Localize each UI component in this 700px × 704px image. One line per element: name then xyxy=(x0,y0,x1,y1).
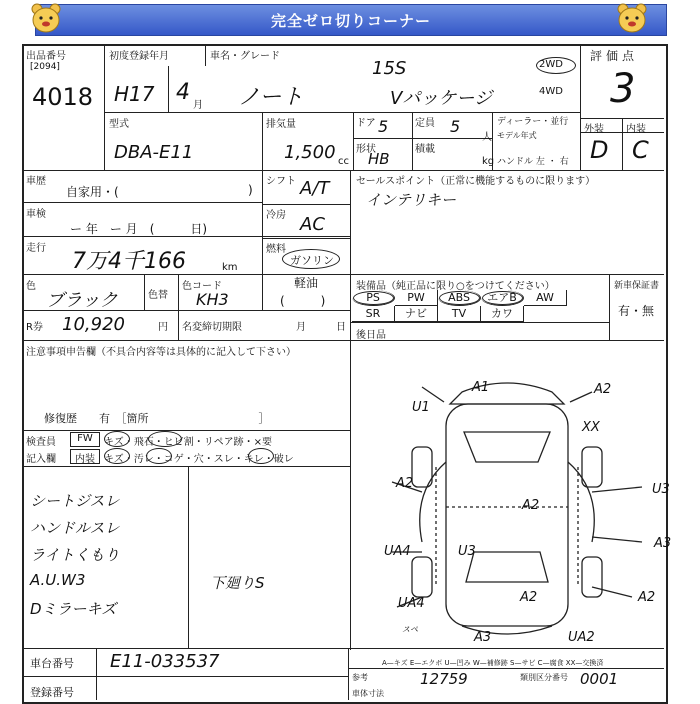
damage-mark: XX xyxy=(582,420,600,435)
warranty-label: 新車保証書 xyxy=(614,281,660,291)
repair-history: 修復歴 有 ［箇所 ］ xyxy=(44,412,270,425)
equipment-item: PS xyxy=(352,290,395,306)
damage-mark: A2 xyxy=(520,590,538,605)
color-change-label: 色替 xyxy=(148,290,168,301)
equipment-item: TV xyxy=(438,306,481,322)
shape-label: 形状 xyxy=(356,144,376,155)
remark-line: ハンドルスレ xyxy=(30,519,120,537)
color-label: 色 xyxy=(26,281,36,292)
model-label: 型式 xyxy=(109,119,129,130)
exterior-grade: D xyxy=(590,136,609,164)
damage-mark: U3 xyxy=(652,482,670,497)
color-value: ブラック xyxy=(46,290,118,311)
fuel-diesel: 軽油 xyxy=(294,276,319,290)
mileage-value: 7万4千166 xyxy=(72,249,186,274)
mileage-label: 走行 xyxy=(26,243,46,254)
equipment-label: 装備品（純正品に限り○をつけてください） xyxy=(356,281,555,292)
category-label: 車歴 xyxy=(26,176,46,187)
damage-mark: A2 xyxy=(522,498,540,513)
lot-sub-number: [2094] xyxy=(30,62,60,72)
damage-mark: A3 xyxy=(474,630,492,645)
underbody-note: 下廻りS xyxy=(210,574,265,592)
remark-line: シートジスレ xyxy=(30,492,120,510)
equipment-item: SR xyxy=(352,306,395,322)
damage-mark: U1 xyxy=(412,400,430,415)
drive-4wd: 4WD xyxy=(539,86,563,97)
fuel-gasoline: ガソリン xyxy=(290,254,334,267)
ref-price: 12759 xyxy=(420,670,468,688)
damage-mark: A1 xyxy=(472,380,490,395)
chassis-label: 車台番号 xyxy=(30,657,74,670)
displacement-unit: cc xyxy=(338,156,349,167)
shift-value: A/T xyxy=(300,178,330,199)
category-value: 自家用・( xyxy=(66,185,119,199)
recycle-value: 10,920 xyxy=(62,314,125,335)
displacement-label: 排気量 xyxy=(266,119,296,130)
drive-2wd: 2WD xyxy=(539,59,563,70)
color-code: KH3 xyxy=(196,290,229,309)
equipment-item: PW xyxy=(395,290,438,306)
sales-point-label: セールスポイント（正常に機能するものに限ります） xyxy=(356,176,596,187)
equipment-item: カワ xyxy=(481,306,524,322)
rear-seat-label: 後日品 xyxy=(356,330,386,341)
inspector-interior-title: 内装 xyxy=(70,449,100,464)
vehicle-package: Vパッケージ xyxy=(390,88,492,109)
legend: A—キズ E—エクボ U—凹み W—補修跡 S—サビ C—腐食 XX—交換済 xyxy=(382,659,604,667)
first-reg-label: 初度登録年月 xyxy=(109,51,169,62)
reg-category: 0001 xyxy=(580,670,619,688)
reg-category-label: 類別区分番号 xyxy=(520,673,568,682)
mileage-unit: km xyxy=(222,262,238,273)
page-title: 完全ゼロ切りコーナー xyxy=(270,12,431,30)
mascot-bear-icon xyxy=(614,2,650,34)
first-reg-year: H17 xyxy=(114,82,155,106)
warranty-value: 有・無 xyxy=(618,304,655,318)
doors-label: ドア xyxy=(356,118,376,129)
exterior-label: 外装 xyxy=(584,124,604,135)
aircon-label: 冷房 xyxy=(266,210,286,221)
load-label: 積載 xyxy=(415,144,435,155)
score-label: 評価点 xyxy=(590,49,639,63)
capacity-unit: 人 xyxy=(482,132,492,143)
recycle-label: R券 xyxy=(26,322,43,333)
reg-label: 登録番号 xyxy=(30,686,74,699)
lot-number: 4018 xyxy=(32,83,94,111)
model-value: DBA-E11 xyxy=(114,142,194,163)
aircon-value: AC xyxy=(300,214,325,235)
inspection-label: 車検 xyxy=(26,209,46,220)
notes-label: 注意事項申告欄（不具合内容等は具体的に記入して下さい） xyxy=(26,347,296,358)
chassis-value: E11-033537 xyxy=(110,651,220,672)
equipment-item: ABS xyxy=(438,290,481,306)
dealer-label: ディーラー・並行 xyxy=(497,117,569,127)
damage-mark: U3 xyxy=(458,544,476,559)
handle-label: ハンドル 左 ・ 右 xyxy=(497,157,569,167)
vehicle-label: 車名・グレード xyxy=(210,51,280,62)
capacity-value: 5 xyxy=(450,117,461,136)
model-year-label: モデル年式 xyxy=(497,131,537,140)
first-reg-month-unit: 月 xyxy=(193,100,203,111)
lot-label: 出品番号 xyxy=(26,51,66,62)
vehicle-name: ノート xyxy=(238,85,304,110)
header-banner xyxy=(35,4,667,36)
inspector-fw-title: FW xyxy=(70,432,100,447)
damage-mark: A2 xyxy=(396,476,414,491)
ref-price-label: 参考 xyxy=(352,673,368,682)
first-reg-month: 4 xyxy=(176,80,190,105)
recycle-unit: 円 xyxy=(158,322,168,333)
name-change-label: 名変締切期限 xyxy=(182,322,242,333)
mascot-bear-icon xyxy=(28,2,64,34)
name-change-day: 日 xyxy=(336,322,346,333)
damage-mark: A2 xyxy=(638,590,656,605)
sales-point-value: インテリキー xyxy=(366,191,457,209)
interior-grade: C xyxy=(632,136,649,164)
inspection-dates: ー 年 ー 月 ( 日) xyxy=(70,222,208,236)
capacity-label: 定員 xyxy=(415,118,435,129)
damage-mark: A2 xyxy=(594,382,612,397)
equipment-item: AW xyxy=(524,290,567,306)
displacement-value: 1,500 xyxy=(284,142,336,163)
doors-value: 5 xyxy=(378,117,389,136)
remark-line: ライトくもり xyxy=(30,546,120,564)
color-code-label: 色コード xyxy=(182,281,222,292)
damage-mark: UA4 xyxy=(398,596,425,611)
remark-line: A.U.W3 xyxy=(30,571,86,589)
fuel-label: 燃料 xyxy=(266,244,286,255)
equipment-item: エアB xyxy=(481,290,524,306)
vehicle-grade: 15S xyxy=(372,58,407,79)
shift-label: シフト xyxy=(266,176,296,187)
inspector-label-1: 検査員 xyxy=(26,437,56,448)
damage-mark: UA2 xyxy=(568,630,595,645)
inspector-interior-row: キズ・汚レ・コゲ・穴・スレ・キレ・破レ xyxy=(104,454,294,465)
damage-mark: UA4 xyxy=(384,544,411,559)
load-unit: kg xyxy=(482,156,495,167)
damage-mark: A3 xyxy=(654,536,672,551)
inspector-label-2: 記入欄 xyxy=(26,454,56,465)
interior-label: 内装 xyxy=(626,124,646,135)
name-change-month: 月 xyxy=(296,322,306,333)
shape-value: HB xyxy=(368,150,390,168)
score-value: 3 xyxy=(610,66,636,112)
equipment-item: ナビ xyxy=(395,306,438,322)
damage-mark: スペ xyxy=(402,625,418,634)
inspector-fw-row: キズ・飛石・ヒビ割・リペア跡・×要 xyxy=(104,437,272,448)
remark-line: Dミラーキズ xyxy=(30,600,117,618)
size-label: 車体寸法 xyxy=(352,689,384,698)
